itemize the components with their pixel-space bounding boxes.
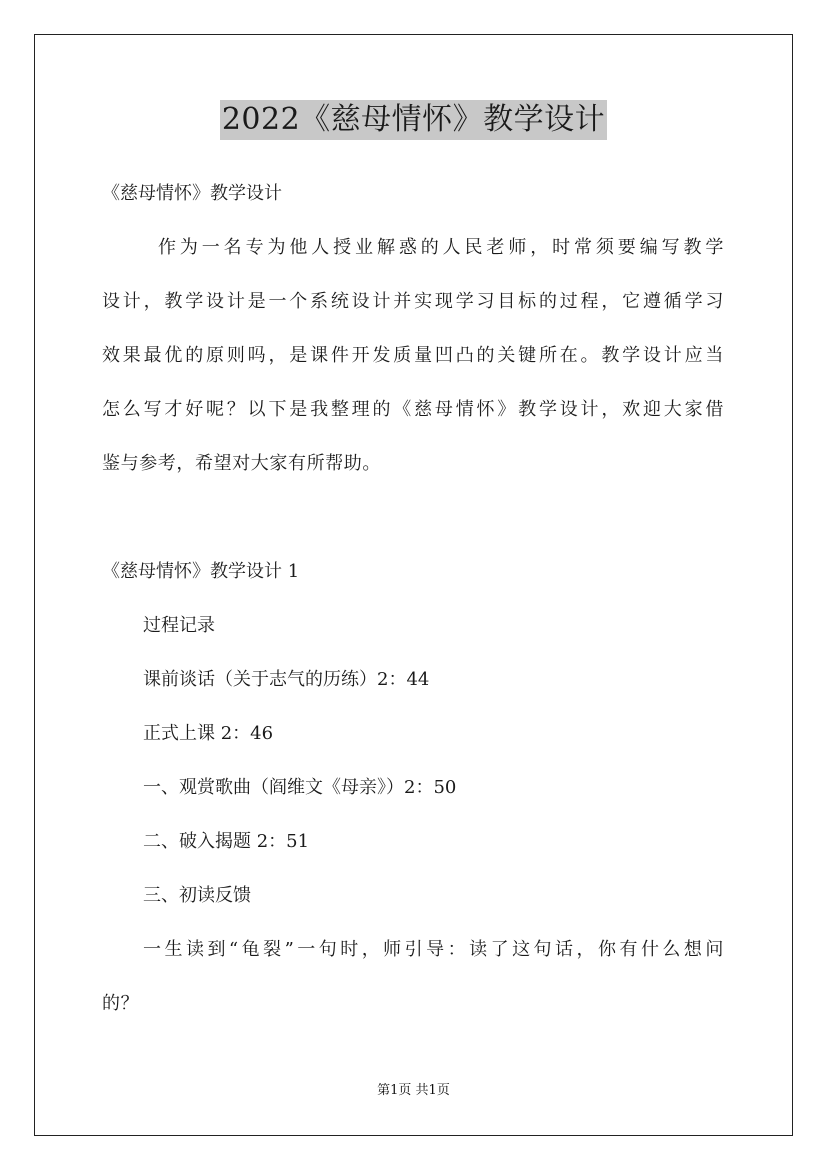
document-title: 2022《慈母情怀》教学设计 bbox=[220, 100, 607, 140]
document-title-wrapper bbox=[0, 100, 827, 140]
page-number-footer: 第1页 共1页 bbox=[377, 1083, 450, 1098]
section-heading: 《慈母情怀》教学设计 1 bbox=[102, 561, 300, 582]
list-item: 一、观赏歌曲（阎维文《母亲》）2：50 bbox=[143, 777, 457, 798]
document-subtitle: 《慈母情怀》教学设计 bbox=[102, 183, 282, 204]
intro-line: 设计，教学设计是一个系统设计并实现学习目标的过程，它遵循学习 bbox=[102, 291, 724, 312]
intro-line: 怎么写才好呢？以下是我整理的《慈母情怀》教学设计，欢迎大家借 bbox=[102, 399, 724, 420]
list-item: 课前谈话（关于志气的历练）2：44 bbox=[143, 669, 430, 690]
intro-line: 鉴与参考，希望对大家有所帮助。 bbox=[102, 453, 381, 474]
list-item: 三、初读反馈 bbox=[143, 885, 251, 906]
list-item: 正式上课 2：46 bbox=[143, 723, 274, 744]
list-item: 二、破入揭题 2：51 bbox=[143, 831, 310, 852]
paragraph-line: 的？ bbox=[102, 993, 140, 1014]
paragraph-line: 一生读到“龟裂”一句时，师引导：读了这句话，你有什么想问 bbox=[143, 939, 724, 960]
intro-line: 效果最优的原则吗，是课件开发质量凹凸的关键所在。教学设计应当 bbox=[102, 345, 724, 366]
list-item: 过程记录 bbox=[143, 615, 215, 636]
intro-line: 作为一名专为他人授业解惑的人民老师，时常须要编写教学 bbox=[158, 237, 724, 258]
